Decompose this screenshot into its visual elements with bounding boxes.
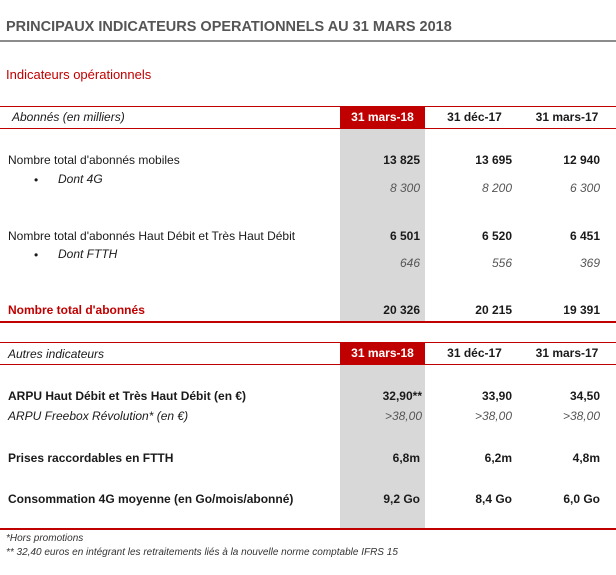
value-consumption-mar17: 6,0 Go [563,492,600,506]
value-arpu-mar17: 34,50 [569,389,600,403]
value-freebox-dec17: >38,00 [474,409,512,423]
value-broadband-current: 6 501 [389,229,420,243]
row-label-mobile-subscribers: Nombre total d'abonnés mobiles [8,153,180,167]
value-arpu-dec17: 33,90 [481,389,512,403]
footnote-ifrs15: ** 32,40 euros en intégrant les retraitements liés à la nouvelle norme comptable IFRS 15 [6,547,398,558]
section2-header-row [0,343,616,364]
row-label-total-subscribers: Nombre total d'abonnés [8,303,145,317]
column-header-dec17: 31 déc-17 [447,346,502,360]
value-broadband-dec17: 6 520 [481,229,512,243]
value-arpu-current: 32,90** [382,389,422,403]
row-label-ftth: Dont FTTH [58,247,118,261]
column-header-mar17: 31 mars-17 [535,346,599,360]
column-header-current: 31 mars-18 [340,343,425,364]
section2-header-rule [0,364,616,365]
section2-header-label: Autres indicateurs [8,347,105,361]
value-ftth-mar17: 369 [579,256,600,270]
footnote-promotions: *Hors promotions [6,533,84,544]
value-4g-current: 8 300 [389,181,420,195]
row-label-4g: Dont 4G [58,172,103,186]
value-consumption-current: 9,2 Go [383,492,420,506]
value-freebox-mar17: >38,00 [562,409,600,423]
value-mobile-mar17: 12 940 [563,153,600,167]
row-label-arpu-freebox: ARPU Freebox Révolution* (en €) [8,409,189,423]
section1-header-label: Abonnés (en milliers) [12,110,125,124]
value-total-current: 20 326 [383,303,420,317]
section1-bottom-rule [0,321,616,323]
section2-bottom-rule [0,528,616,530]
row-label-4g-consumption: Consommation 4G moyenne (en Go/mois/abonné) [8,492,294,506]
section1-header-rule [0,128,616,129]
section1-header-row [0,107,616,128]
value-freebox-current: >38,00 [384,409,422,423]
row-label-arpu: ARPU Haut Débit et Très Haut Débit (en €) [8,389,247,403]
column-header-current: 31 mars-18 [340,107,425,128]
value-mobile-dec17: 13 695 [475,153,512,167]
value-broadband-mar17: 6 451 [569,229,600,243]
row-label-broadband-subscribers: Nombre total d'abonnés Haut Débit et Très Haut Débit [8,229,296,243]
value-total-dec17: 20 215 [475,303,512,317]
column-header-mar17: 31 mars-17 [535,110,599,124]
value-4g-dec17: 8 200 [481,181,512,195]
value-ftth-dec17: 556 [491,256,512,270]
value-ftth-current: 646 [399,256,420,270]
value-mobile-current: 13 825 [383,153,420,167]
page-title: PRINCIPAUX INDICATEURS OPERATIONNELS AU 31 MARS 2018 [6,19,452,35]
section-subtitle: Indicateurs opérationnels [6,67,152,82]
value-total-mar17: 19 391 [563,303,600,317]
bullet-icon: • [34,173,39,187]
value-connectable-dec17: 6,2m [484,451,512,465]
value-4g-mar17: 6 300 [569,181,600,195]
highlight-column-1 [340,106,425,322]
value-connectable-mar17: 4,8m [572,451,600,465]
row-label-ftth-connectable: Prises raccordables en FTTH [8,451,174,465]
value-consumption-dec17: 8,4 Go [475,492,512,506]
value-connectable-current: 6,8m [392,451,420,465]
bullet-icon: • [34,248,39,262]
title-divider [0,40,616,42]
column-header-dec17: 31 déc-17 [447,110,502,124]
